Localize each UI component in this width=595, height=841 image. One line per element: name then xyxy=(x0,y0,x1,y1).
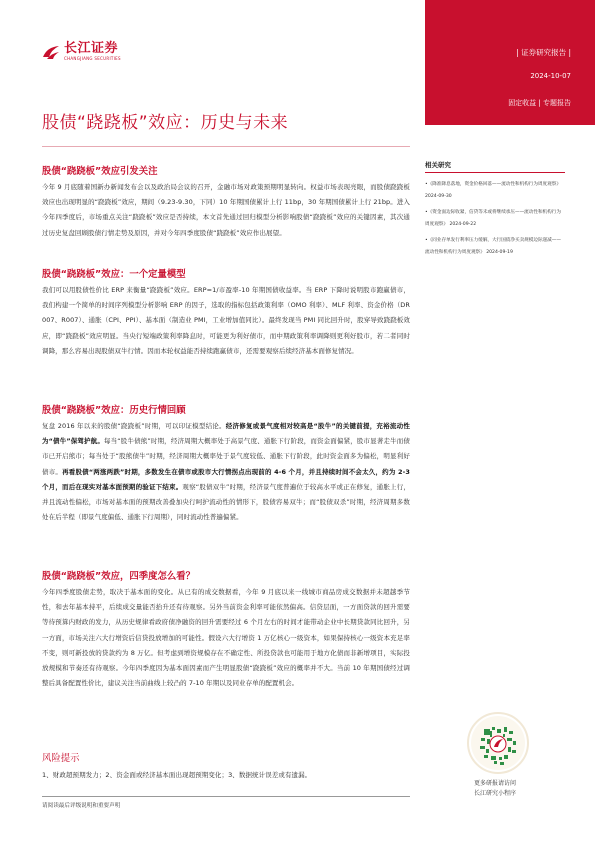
section-heading-4: 股债“跷跷板”效应，四季度怎么看？ xyxy=(42,571,195,582)
company-logo xyxy=(42,42,121,61)
sidebar-divider xyxy=(425,172,565,173)
related-research-item[interactable] xyxy=(425,179,565,202)
paragraph-text: 观察“股债双牛”时期，经济景气度普遍位于较高水平或正在修复，通胀上行，并且流动性偏松，市场对基本面的预期改善叠加央行呵护流动性的情形下，股债容易双牛；而“股债双杀”时期，经济周期多数处在后半程（即景气度偏低、通胀下行周期），同时流动性普遍偏紧。 xyxy=(42,482,410,522)
section-heading-1: 股债“跷跷板”效应引发关注 xyxy=(42,166,158,177)
title-divider xyxy=(42,146,410,147)
paragraph-text: 每当“股牛债熊”时期，经济周期大概率处于高景气度、通胀下行阶段，而资金面偏紧，股市显著走牛而债市已开启熊市；每当处于“股熊债牛”时期，经济周期大概率处于景气度较低、通胀下行阶段，此时资金面多为偏松，明显利好债市。 xyxy=(42,437,410,476)
paragraph-emphasis: 经济修复或景气度相对较高是“股牛”的关键前提，充裕流动性为“债牛”保驾护航。 xyxy=(42,422,410,446)
section-paragraph-3 xyxy=(42,419,410,525)
related-research-date: 2024-09-22 xyxy=(449,221,477,227)
section-paragraph-1: 今年 9 月底随着国新办新闻发布会以及政治局会议的召开，金融市场对政策预期明显转向。权益市场表现亮眼，而股债跷跷板效应也出现明显的“跷跷板”效应，期间（9.23-9.30，下同）10 年期国债累计上行 11bp，30 年期国债累计上行 21bp。进入今年四季度后，市场重点关注“跷跷板”效应是否持续，本文首先通过回归模型分析影响股债“跷跷板”效应的关键因素，其次通过历史复盘回顾股债行情走势及原因，并对今年四季度股债“跷跷板”效应作出展望。 xyxy=(42,183,410,237)
qr-caption-line-1: 更多研报请访问 xyxy=(473,780,516,787)
logo-mark-icon xyxy=(42,44,60,60)
page-title: 股债“跷跷板”效应：历史与未来 xyxy=(42,113,289,133)
risk-text: 1、财政超预期发力；2、资金面或经济基本面出现超预期变化；3、数据统计误差或有遗漏。 xyxy=(42,771,312,779)
header-band xyxy=(425,0,595,125)
related-research-item[interactable] xyxy=(425,235,565,258)
report-category: 固定收益 | 专题报告 xyxy=(508,99,571,107)
paragraph-text: 复盘 2016 年以来的股债“跷跷板”时期，可以印证模型结论。 xyxy=(42,422,226,430)
section-paragraph-2: 我们可以用股债性价比 ERP 来衡量“跷跷板”效应。ERP=1/市盈率-10 年期国债收益率。当 ERP 下降时说明股市跑赢债市，我们构建一个简单的时间序列模型分析影响 ERP 的因子，选取的指标包括政策利率（OMO 利率）、MLF 利率、资金价格（DR007、R007）、通胀（CPI、PPI）、基本面（制造业 PMI，工业增加值同比）。最终发现当 PMI 同比回升时，股穿导致跷跷板效应，即“跷跷板”效应明显。当央行短端政策利率降息时，可能更为利好债市，而中期政策利率调降则更利好股市，若二者同时调降，那么容易出现股债双牛行情。因而本轮权益能否持续跑赢债市，还需要观察后续经济基本面修复情况。 xyxy=(42,286,410,355)
related-research-title: •《降准降息落地，资金价格回落——流动性和机构行为周度观察》 xyxy=(425,182,561,187)
logo-name-en: CHANGJIANG SECURITIES xyxy=(64,56,121,61)
report-date: 2024-10-07 xyxy=(530,72,571,80)
related-research-item[interactable] xyxy=(425,207,565,230)
related-research-title: •《资金面边际收紧，信贷等未或将继续承压——流动性和机构行为周度观察》 xyxy=(425,210,561,227)
section-heading-3: 股债“跷跷板”效应：历史行情回顾 xyxy=(42,405,186,416)
related-research-title: •《同业存单发行利率压力缓解，大行国债净买卖规模边际递减——流动性和机构行为周度观察》 xyxy=(425,238,561,255)
related-research xyxy=(425,160,565,263)
related-research-date: 2024-09-19 xyxy=(486,249,513,255)
qr-code-icon xyxy=(469,714,527,772)
qr-caption-line-2: 长江研究小程序 xyxy=(473,790,516,797)
risk-heading: 风险提示 xyxy=(42,753,80,764)
logo-name: 长江证券 xyxy=(64,41,119,56)
footer-note: 请阅读最后评级说明和重要声明 xyxy=(42,803,121,809)
mini-program-qr-code[interactable] xyxy=(467,712,529,774)
report-type: | 证券研究报告 | xyxy=(516,48,571,57)
related-research-heading: 相关研究 xyxy=(425,161,451,169)
section-heading-2: 股债“跷跷板”效应：一个定量模型 xyxy=(42,269,186,280)
paragraph-emphasis: 再看股债“两涨两跌”时期，多数发生在债市或股市大行情拐点出现前的 4-6 个月，并且持续时间不会太久，约为 2-3 个月，而后在现实对基本面预期的验证下结束。 xyxy=(42,467,410,491)
footer-divider xyxy=(42,796,410,797)
related-research-date: 2024-09-30 xyxy=(425,193,452,199)
section-paragraph-4: 今年四季度股债走势，取决于基本面的变化。从已有的成交数据看，今年 9 月底以来一线城市商品房成交数据并未超越季节性，和去年基本持平，后续成交量能否抬升还有待观察。另外当前资金利率可能依然偏高。信贷层面，一方面贷款的回升需要等待预算内财政的发力，从历史规律看政府债净融资的回升需要经过 6 个月左右的时间才能带动企业中长期贷款同比回升，另一方面，市场关注六大行增资后信贷投放增加的可能性。假设六大行增资 1 万亿核心一级资本，如果保持核心一级资本充足率不变，则可新投放的贷款约为 8 万亿。但考虑到增资规模存在不确定性、所投贷款也可能用于地方化债而非新增项目，实际投放规模和节奏还有待观察。今年四季度因为基本面因素而产生明显股债“跷跷板”效应的概率并不大。当前 10 年期国债经过调整后具备配置性价比，建议关注当前曲线上较凸的 7-10 年期以及同业存单的配置机会。 xyxy=(42,588,410,688)
